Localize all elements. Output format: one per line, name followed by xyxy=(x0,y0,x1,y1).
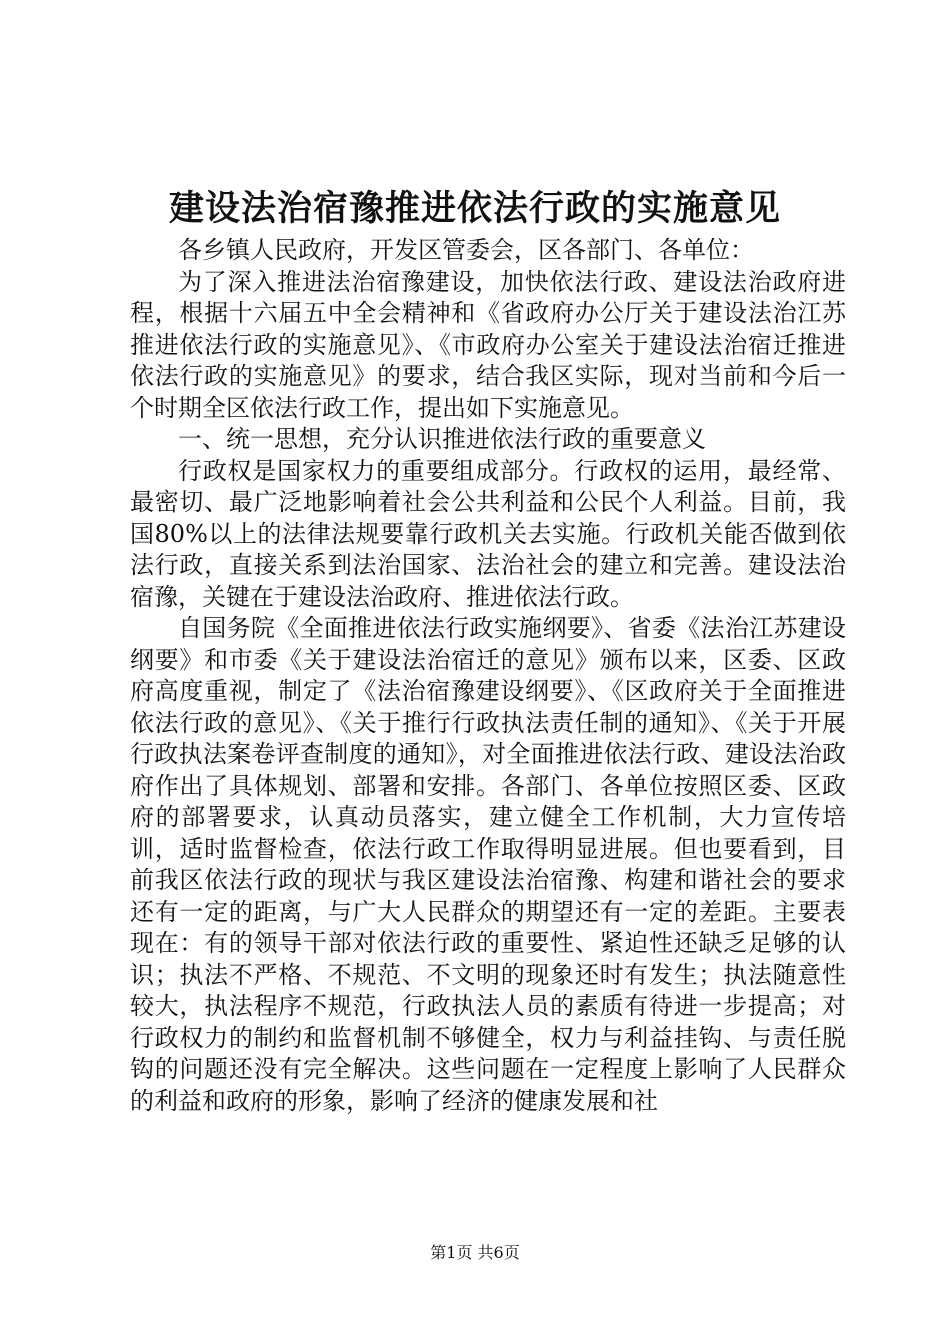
document-title: 建设法治宿豫推进依法行政的实施意见 xyxy=(168,188,781,229)
page-number: 第1页 共6页 xyxy=(430,1243,520,1262)
paragraph-intro: 为了深入推进法治宿豫建设，加快依法行政、建设法治政府进程，根据十六届五中全会精神和《省政府办公厅关于建设法治江苏推进依法行政的实施意见》、《市政府办公室关于建设法治宿迁推进依法行政的实施意见》的要求，结合我区实际，现对当前和今后一个时期全区依法行政工作，提出如下实施意见。 xyxy=(130,267,846,422)
document-body xyxy=(130,235,846,1117)
paragraph-progress-and-problems: 自国务院《全面推进依法行政实施纲要》、省委《法治江苏建设纲要》和市委《关于建设法治宿迁的意见》颁布以来，区委、区政府高度重视，制定了《法治宿豫建设纲要》、《区政府关于全面推进依法行政的意见》、《关于推行行政执法责任制的通知》、《关于开展行政执法案卷评查制度的通知》，对全面推进依法行政、建设法治政府作出了具体规划、部署和安排。各部门、各单位按照区委、区政府的部署要求，认真动员落实，建立健全工作机制，大力宣传培训，适时监督检查，依法行政工作取得明显进展。但也要看到，目前我区依法行政的现状与我区建设法治宿豫、构建和谐社会的要求还有一定的距离，与广大人民群众的期望还有一定的差距。主要表现在：有的领导干部对依法行政的重要性、紧迫性还缺乏足够的认识；执法不严格、不规范、不文明的现象还时有发生；执法随意性较大，执法程序不规范，行政执法人员的素质有待进一步提高；对行政权力的制约和监督机制不够健全，权力与利益挂钩、与责任脱钩的问题还没有完全解决。这些问题在一定程度上影响了人民群众的利益和政府的形象，影响了经济的健康发展和社 xyxy=(130,614,846,1115)
paragraph-administrative-power: 行政权是国家权力的重要组成部分。行政权的运用，最经常、最密切、最广泛地影响着社会公共利益和公民个人利益。目前，我国80%以上的法律法规要靠行政机关去实施。行政机关能否做到依法行政，直接关系到法治国家、法治社会的建立和完善。建设法治宿豫，关键在于建设法治政府、推进依法行政。 xyxy=(130,456,846,611)
salutation: 各乡镇人民政府，开发区管委会，区各部门、各单位： xyxy=(178,236,754,264)
section-heading: 一、统一思想，充分认识推进依法行政的重要意义 xyxy=(178,425,706,453)
